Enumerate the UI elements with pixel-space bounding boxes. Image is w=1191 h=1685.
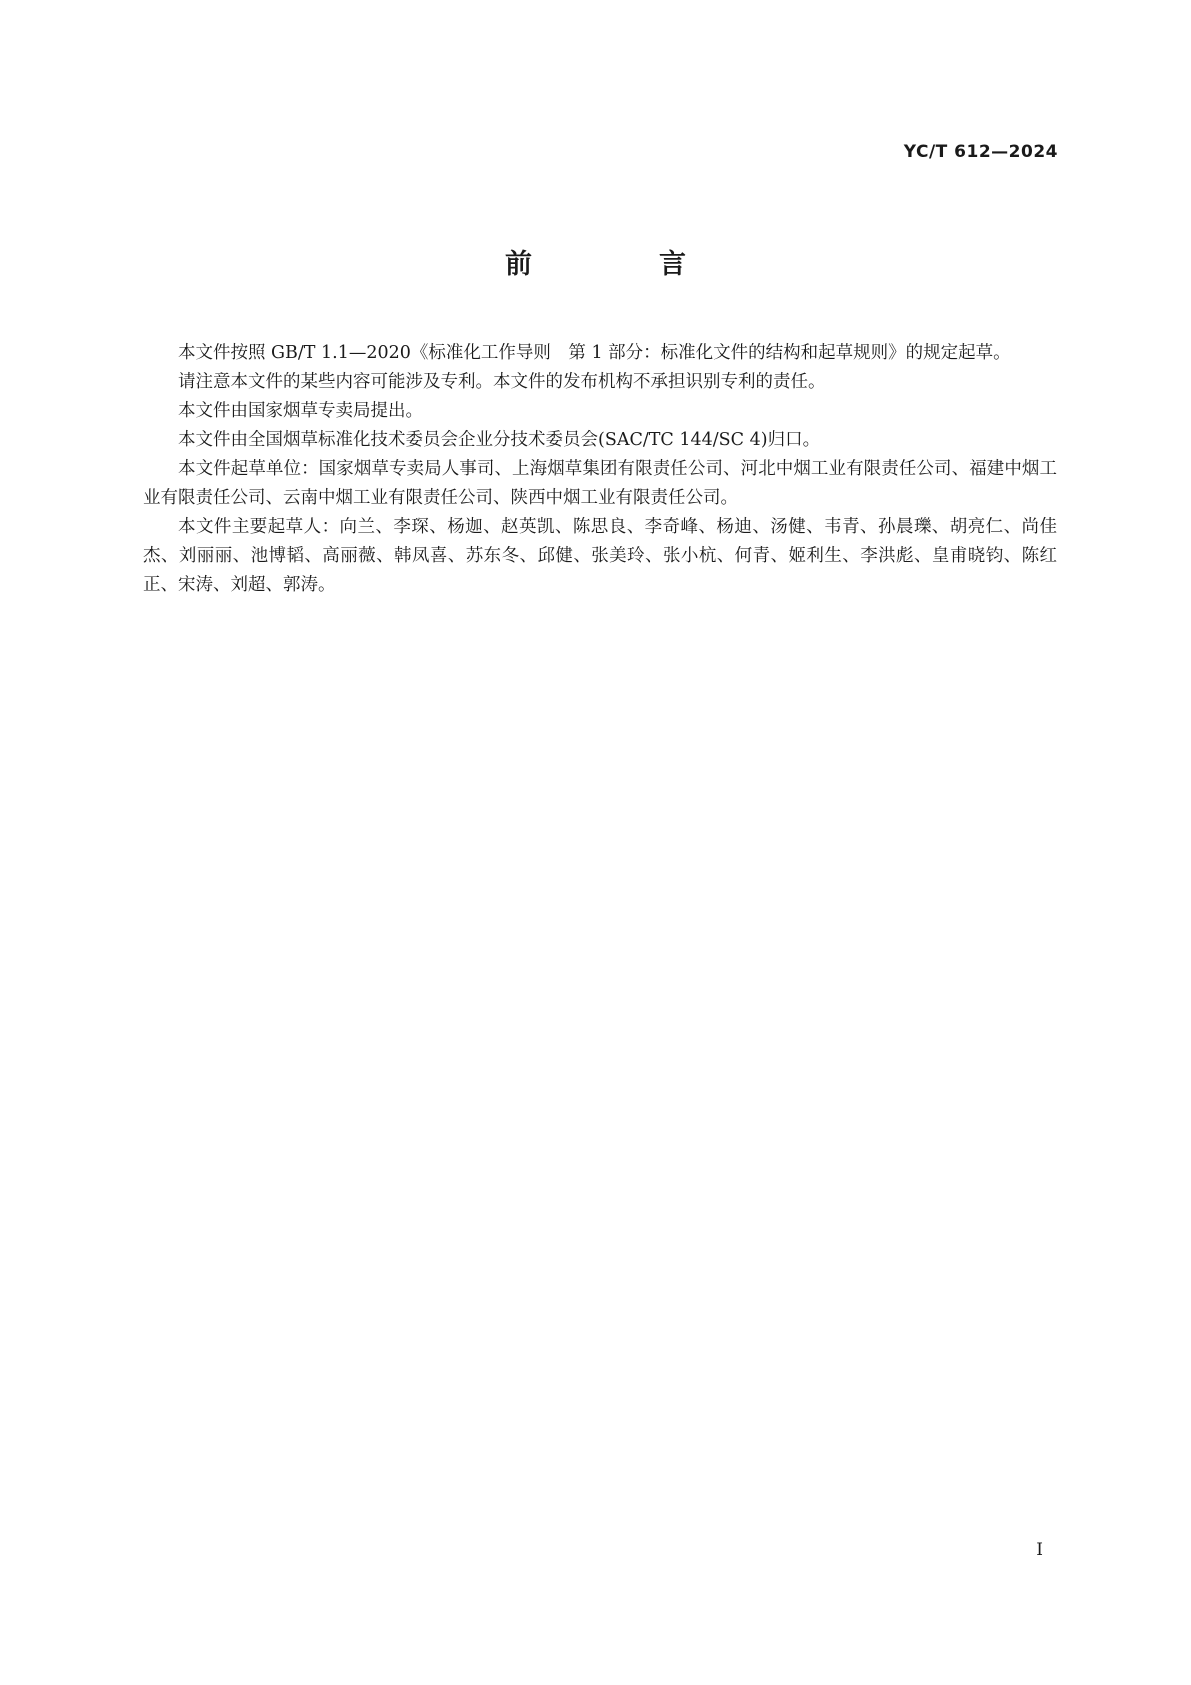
paragraph-drafting-units: 本文件起草单位：国家烟草专卖局人事司、上海烟草集团有限责任公司、河北中烟工业有限责任公司、福建中烟工业有限责任公司、云南中烟工业有限责任公司、陕西中烟工业有限责任公司。 [143, 459, 1057, 508]
paragraph-drafters: 本文件主要起草人：向兰、李琛、杨迦、赵英凯、陈思良、李奇峰、杨迪、汤健、韦青、孙晨瓅、胡亮仁、尚佳杰、刘丽丽、池博韬、高丽薇、韩凤喜、苏东冬、邱健、张美玲、张小杭、何青、姬利生、李洪彪、皇甫晓钧、陈红正、宋涛、刘超、郭涛。 [143, 517, 1057, 595]
paragraph-technical-committee: 本文件由全国烟草标准化技术委员会企业分技术委员会(SAC/TC 144/SC 4)归口。 [178, 430, 821, 450]
foreword-body [143, 339, 1057, 600]
paragraph-patent-notice: 请注意本文件的某些内容可能涉及专利。本文件的发布机构不承担识别专利的责任。 [178, 372, 826, 392]
page-title: 前 言 [505, 249, 736, 280]
standard-code: YC/T 612—2024 [903, 142, 1058, 162]
paragraph-drafting-rules: 本文件按照 GB/T 1.1—2020《标准化工作导则 第 1 部分：标准化文件的结构和起草规则》的规定起草。 [178, 343, 1011, 363]
paragraph-proposer: 本文件由国家烟草专卖局提出。 [178, 401, 423, 421]
page-number: I [1036, 1540, 1043, 1560]
